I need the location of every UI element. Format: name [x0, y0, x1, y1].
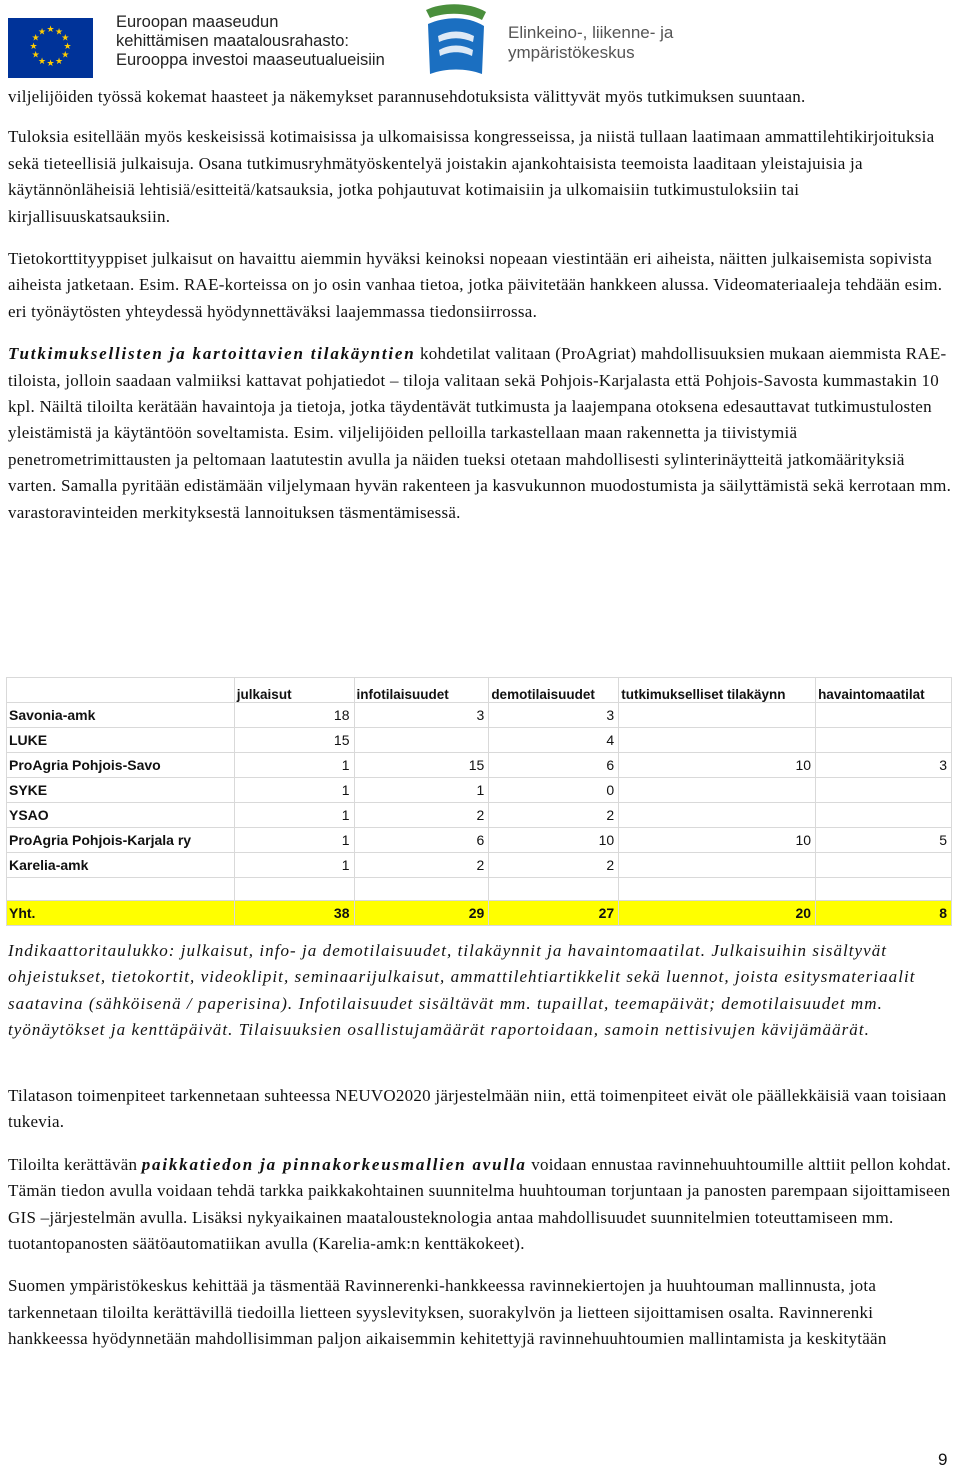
paragraph-7: Suomen ympäristökeskus kehittää ja täsmentää Ravinnerenki-hankkeessa ravinnekiertojen ja huuhtouman mallinnusta, jota tarkennetaan tiloilta kerättävillä tiedoilla lietteen syyslevityksen, suorakylvön ja lietteen sijoittamisen osalta. Ravinnerenki hankkeessa hyödynnetään mahdollisimman paljon aikaisemmin kehitettyjä ravinnehuuhtoumien mallintamista ja keskitytään: [8, 1276, 887, 1349]
table-cell: Karelia-amk: [7, 853, 235, 878]
table-cell: [816, 778, 952, 803]
ely-centre-logo-icon: [420, 2, 492, 80]
table-header-cell: julkaisut: [234, 678, 354, 703]
table-cell: 10: [619, 753, 816, 778]
table-header-cell: havaintomaatilat: [816, 678, 952, 703]
table-total-cell: 29: [354, 901, 489, 926]
table-empty-row: [7, 878, 952, 901]
table-total-cell: 8: [816, 901, 952, 926]
table-cell: 0: [489, 778, 619, 803]
svg-text:★: ★: [29, 42, 38, 52]
eu-text-line-1: Euroopan maaseudun: [116, 13, 279, 31]
table-cell: [354, 878, 489, 901]
table-cell: [489, 878, 619, 901]
table-cell: 1: [234, 828, 354, 853]
ely-centre-text: [508, 23, 673, 63]
paragraph-4-emphasis: Tutkimuksellisten ja kartoittavien tilakäyntien: [8, 344, 416, 364]
table-row: [7, 778, 952, 803]
table-cell: [816, 703, 952, 728]
paragraph-4-text: kohdetilat valitaan (ProAgriat) mahdollisuuksien mukaan aiemmista RAE-tiloista, jolloin saadaan valmiiksi kattavat pohjatiedot – tiloja valitaan sekä Pohjois-Karjalasta että Pohjois-Savosta kummastakin 10 kpl. Näiltä tiloilta kerätään havaintoja ja tietoja, jotka täydentävät tutkimusta ja laajempana otoksena edesauttavat tutkimustulosten yleistämistä ja käytäntöön soveltamista. Esim. viljelijöiden pelloilla tarkastellaan maan rakennetta ja tiivistymiä penetrometrimittausten ja peltomaan laatutestin avulla ja näiden tueksi otetaan mahdollisesti sylinterinäytteitä jatkomäärityksiä varten. Samalla pyritään edistämään viljelymaan hyvän rakenteen ja kasvukunnon muodostumista ja säilyttämistä sekä kerrotaan mm. varastoravinteiden merkityksestä lannoituksen täsmentämisessä.: [8, 344, 952, 522]
table-cell: [234, 878, 354, 901]
paragraph-5: Tilatason toimenpiteet tarkennetaan suhteessa NEUVO2020 järjestelmään niin, että toimenpiteet eivät ole päällekkäisiä vaan toisiaan tukevia.: [8, 1086, 947, 1132]
table-cell: 2: [354, 803, 489, 828]
table-row: [7, 728, 952, 753]
paragraph-4: [8, 341, 954, 526]
table-total-cell: 27: [489, 901, 619, 926]
eu-flag-icon: [8, 18, 93, 78]
eu-fund-text: [116, 13, 385, 70]
page-number: 9: [938, 1450, 948, 1469]
table-row: [7, 703, 952, 728]
table-header-cell: infotilaisuudet: [354, 678, 489, 703]
table-cell: [816, 803, 952, 828]
table-cell: 15: [234, 728, 354, 753]
paragraph-6-intro: Tiloilta kerättävän: [8, 1154, 142, 1174]
table-cell: 1: [354, 778, 489, 803]
table-cell: 1: [234, 853, 354, 878]
table-cell: ProAgria Pohjois-Karjala ry: [7, 828, 235, 853]
ely-text-line-2: ympäristökeskus: [508, 43, 635, 62]
svg-text:★: ★: [31, 50, 40, 61]
table-header-row: [7, 678, 952, 703]
table-cell: [619, 703, 816, 728]
svg-text:★: ★: [31, 33, 40, 44]
svg-text:★: ★: [37, 27, 47, 38]
table-cell: 5: [816, 828, 952, 853]
indicator-table: [6, 677, 952, 926]
table-cell: [354, 728, 489, 753]
table-cell: [619, 803, 816, 828]
paragraph-6: [8, 1152, 954, 1258]
table-cell: [619, 878, 816, 901]
page-header: [0, 0, 960, 82]
table-cell: [619, 728, 816, 753]
svg-text:★: ★: [46, 25, 55, 35]
table-row: [7, 853, 952, 878]
document-body-continued: [8, 1083, 954, 1353]
table-cell: [7, 878, 235, 901]
table-total-cell: 20: [619, 901, 816, 926]
table-cell: LUKE: [7, 728, 235, 753]
table-header-cell: [7, 678, 235, 703]
svg-text:★: ★: [37, 56, 47, 67]
table-total-cell: 38: [234, 901, 354, 926]
svg-text:★: ★: [54, 56, 64, 67]
table-row: [7, 753, 952, 778]
table-cell: YSAO: [7, 803, 235, 828]
eu-text-line-2: kehittämisen maatalousrahasto:: [116, 32, 349, 50]
table-cell: [619, 853, 816, 878]
paragraph-6-text: voidaan ennustaa ravinnehuuhtoumille alttiit pellon kohdat. Tämän tiedon avulla voidaan tehdä tarkka paikkakohtainen suunnitelma huuhtouman torjuntaan ja panosten parempaan sijoittamiseen GIS –järjestelmän avulla. Lisäksi nykyaikainen maatalousteknologia antaa mahdollisuudet suunnitelmien toteuttamiseen mm. tuotantopanosten säätöautomatiikan avulla (Karelia-amk:n kenttäkokeet).: [8, 1154, 952, 1254]
table-cell: ProAgria Pohjois-Savo: [7, 753, 235, 778]
table-header-cell: demotilaisuudet: [489, 678, 619, 703]
table-cell: 1: [234, 803, 354, 828]
table-header-cell: tutkimukselliset tilakäynn: [619, 678, 816, 703]
table-cell: 10: [489, 828, 619, 853]
table-cell: 10: [619, 828, 816, 853]
document-body: [8, 84, 954, 526]
table-cell: Savonia-amk: [7, 703, 235, 728]
table-cell: 15: [354, 753, 489, 778]
table-cell: [816, 728, 952, 753]
svg-text:★: ★: [63, 42, 72, 52]
table-cell: 2: [489, 803, 619, 828]
paragraph-3: Tietokorttityyppiset julkaisut on havaittu aiemmin hyväksi keinoksi nopeaan viestintään eri aiheista, näitten julkaisemista sopivista aiheista jatketaan. Esim. RAE-korteissa on jo osin vanhaa tietoa, jotka päivitetään hankkeen alussa. Videomateriaaleja tehdään esim. eri työnäytösten yhteydessä hyödynnettäväksi laajemmassa tiedonsiirrossa.: [8, 249, 943, 321]
ely-text-line-1: Elinkeino-, liikenne- ja: [508, 23, 674, 42]
table-cell: 2: [354, 853, 489, 878]
paragraph-6-emphasis: paikkatiedon ja pinnakorkeusmallien avulla: [141, 1154, 527, 1174]
table-cell: 2: [489, 853, 619, 878]
eu-text-line-3: Eurooppa investoi maaseutualueisiin: [116, 51, 385, 69]
svg-text:★: ★: [46, 59, 55, 69]
paragraph-1: viljelijöiden työssä kokemat haasteet ja näkemykset parannusehdotuksista välittyvät myös tutkimuksen suuntaan.: [8, 87, 806, 106]
table-cell: 1: [234, 753, 354, 778]
table-cell: 6: [354, 828, 489, 853]
table-cell: 18: [234, 703, 354, 728]
table-cell: 3: [816, 753, 952, 778]
table-total-row: [7, 901, 952, 926]
table-cell: 1: [234, 778, 354, 803]
table-caption: Indikaattoritaulukko: julkaisut, info- ja demotilaisuudet, tilakäynnit ja havaintomaatilat. Julkaisuihin sisältyvät ohjeistukset, tietokortit, videoklipit, seminaarijulkaisut, ammattilehtiartikkelit sekä luennot, joista esitysmateriaalit saatavina (sähköisenä / paperisina). Infotilaisuudet sisältävät mm. tupaillat, teemapäivät; demotilaisuudet mm. työnäytökset ja kenttäpäivät. Tilaisuuksien osallistujamäärät raportoidaan, samoin nettisivujen kävijämäärät.: [8, 941, 916, 1040]
table-cell: [816, 878, 952, 901]
table-cell: 3: [489, 703, 619, 728]
table-total-cell: Yht.: [7, 901, 235, 926]
table-cell: SYKE: [7, 778, 235, 803]
table-cell: [816, 853, 952, 878]
table-cell: 3: [354, 703, 489, 728]
table-row: [7, 828, 952, 853]
table-cell: [619, 778, 816, 803]
svg-text:★: ★: [61, 33, 70, 44]
svg-text:★: ★: [61, 50, 70, 61]
table-cell: 6: [489, 753, 619, 778]
table-row: [7, 803, 952, 828]
table-cell: 4: [489, 728, 619, 753]
paragraph-2: Tuloksia esitellään myös keskeisissä kotimaisissa ja ulkomaisissa kongresseissa, ja niistä tullaan laatimaan ammattilehtikirjoituksia sekä tieteellisiä julkaisuja. Osana tutkimusryhmätyöskentelyä joistakin ajankohtaisista teemoista laaditaan yleistajuisia ja käytännönläheisiä lehtisiä/esitteitä/katsauksia, jotka pohjautuvat kotimaisiin ja ulkomaisiin tutkimustuloksiin tai kirjallisuuskatsauksiin.: [8, 127, 935, 226]
svg-text:★: ★: [54, 27, 64, 38]
